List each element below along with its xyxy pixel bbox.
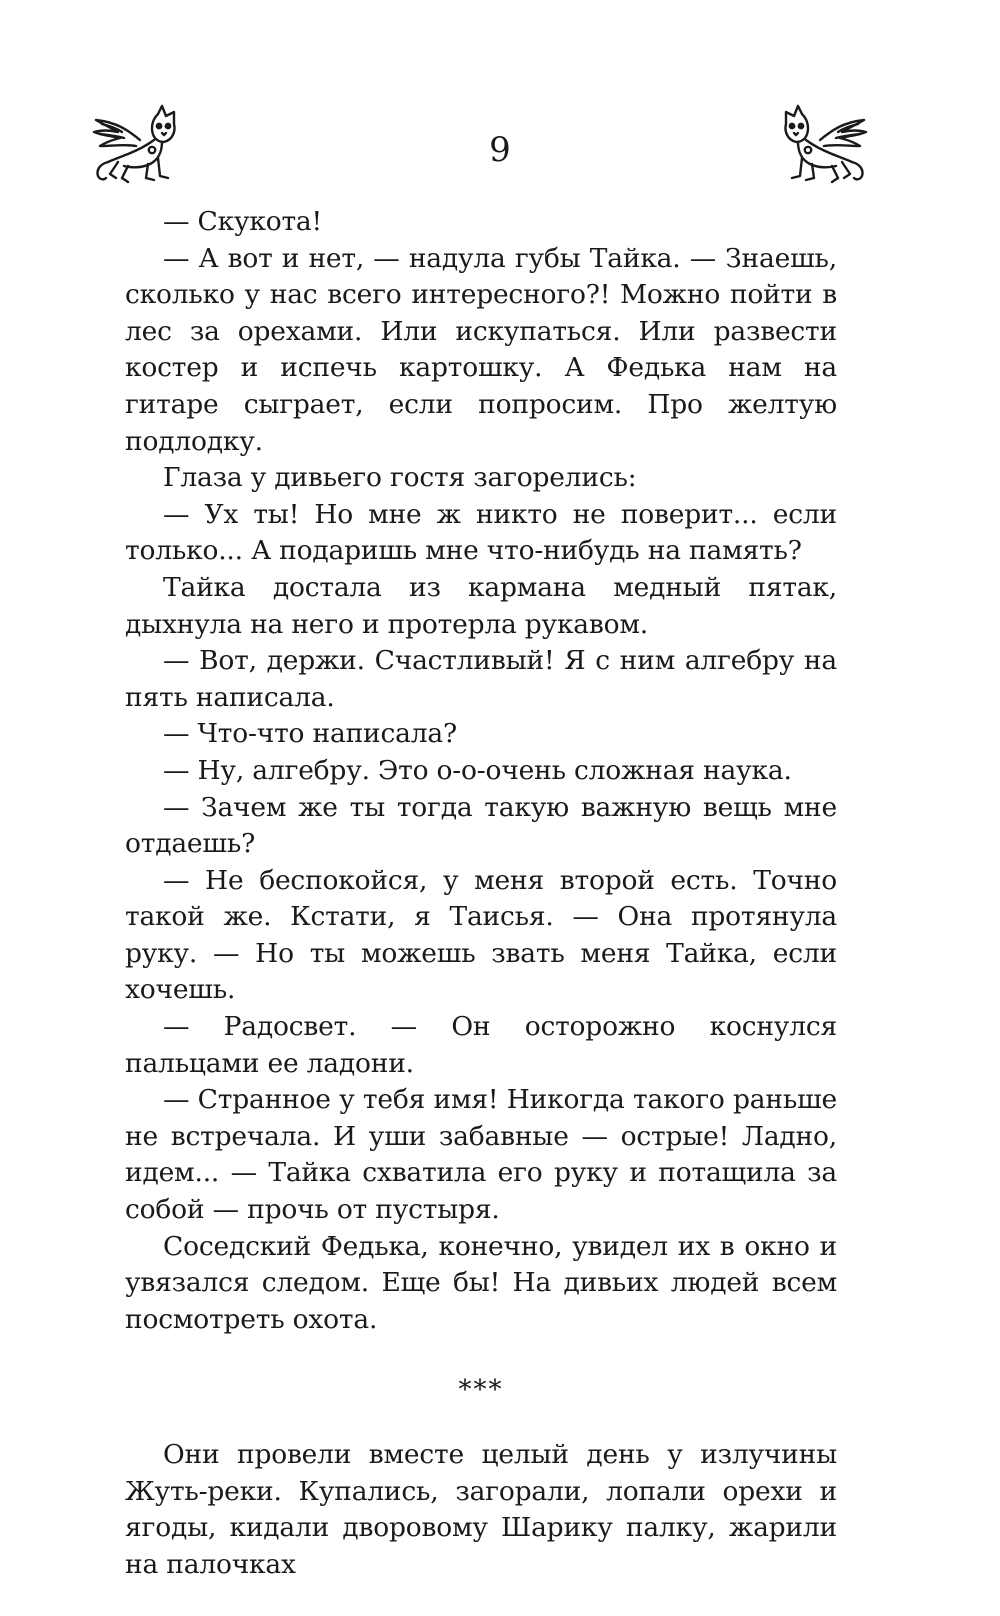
paragraph: Соседский Федька, конечно, увидел их в окно и увязался следом. Еще бы! На дивьих людей всем посмотреть охота. [125, 1230, 837, 1335]
paragraph: — А вот и нет, — надула губы Тайка. — Знаешь, сколько у нас всего интересного?! Можно пойти в лес за орехами. Или искупаться. Или развести костер и испечь картошку. А Федька нам на гитаре сыграет, если попросим. Про желтую подлодку. [125, 242, 837, 457]
paragraph: — Зачем же ты тогда такую важную вещь мне отдаешь? [125, 791, 837, 860]
paragraph: Они провели вместе целый день у излучины Жуть-реки. Купались, загорали, лопали орехи и ягоды, кидали дворовому Шарику палку, жарили на палочках [125, 1439, 837, 1580]
paragraph: — Радосвет. — Он осторожно коснулся пальцами ее ладони. [125, 1011, 837, 1079]
section-separator: *** [458, 1375, 504, 1406]
paragraph: — Ну, алгебру. Это о-о-очень сложная наука. [163, 754, 792, 786]
body-text [125, 204, 837, 1583]
paragraph: — Что-что написала? [163, 718, 458, 750]
page-number: 9 [489, 130, 511, 170]
paragraph: — Странное у тебя имя! Никогда такого раньше не встречала. И уши забавные — острые! Ладно, идем... — Тайка схватила его руку и потащила за собой — прочь от пустыря. [125, 1084, 837, 1226]
paragraph: — Вот, держи. Счастливый! Я с ним алгебру на пять написала. [125, 645, 837, 713]
paragraph: — Не беспокойся, у меня второй есть. Точно такой же. Кстати, я Таисья. — Она протянула руку. — Но ты можешь звать меня Тайка, если хочешь. [125, 864, 837, 1006]
paragraph: Глаза у дивьего гостя загорелись: [163, 462, 637, 494]
paragraph: — Скукота! [163, 206, 322, 237]
winged-cat-emblem-icon [766, 100, 872, 192]
paragraph: Тайка достала из кармана медный пятак, дыхнула на него и протерла рукавом. [125, 571, 837, 640]
paragraph: — Ух ты! Но мне ж никто не поверит... если только... А подаришь мне что-нибудь на память? [125, 498, 837, 567]
